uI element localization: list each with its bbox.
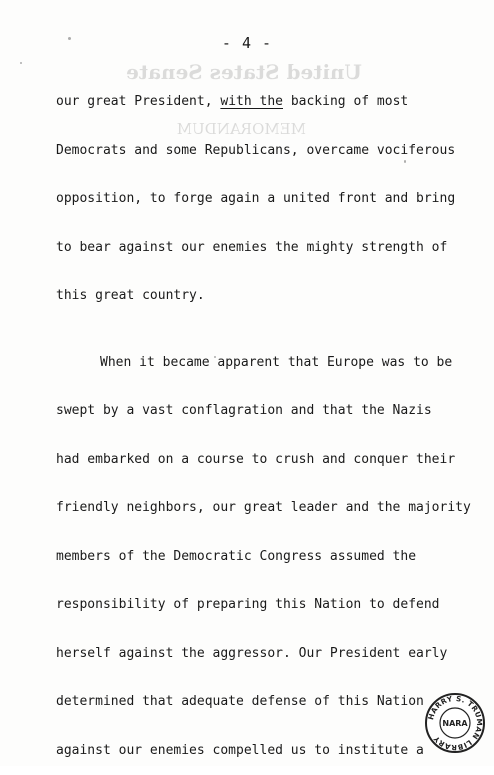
text-line: responsibility of preparing this Nation to defend: [56, 581, 476, 630]
text-line: our great President, with the backing of most: [56, 78, 476, 127]
text-line: this great country.: [56, 272, 476, 321]
letter-body: [56, 78, 476, 775]
text-line: friendly neighbors, our great leader and the majority: [56, 484, 476, 533]
text-line: to bear against our enemies the mighty strength of: [56, 224, 476, 273]
text-line: opposition, to forge again a united front and bring: [56, 175, 476, 224]
text-line: determined that adequate defense of this Nation: [56, 678, 476, 727]
text-line: swept by a vast conflagration and that the Nazis: [56, 387, 476, 436]
text-line: members of the Democratic Congress assumed the: [56, 533, 476, 582]
text-line: When it became apparent that Europe was to be: [56, 339, 476, 388]
paper-speck: [20, 62, 22, 64]
page-number: - 4 -: [0, 34, 494, 52]
text-line: had embarked on a course to crush and conquer their: [56, 436, 476, 485]
letterhead-bleed-through: United States Senate: [126, 60, 362, 84]
text-line: against our enemies compelled us to institute a: [56, 727, 476, 775]
stamp-center-text: NARA: [442, 719, 468, 728]
archive-stamp-icon: [424, 692, 486, 754]
text-line: herself against the aggressor. Our President early: [56, 630, 476, 679]
memo-bleed-through: MEMORANDUM: [177, 120, 306, 138]
paper-speck: [68, 37, 71, 40]
text-line: Democrats and some Republicans, overcame vociferous: [56, 127, 476, 176]
stamp-ring-text: HARRY S. TRUMAN LIBRARY: [426, 694, 484, 752]
